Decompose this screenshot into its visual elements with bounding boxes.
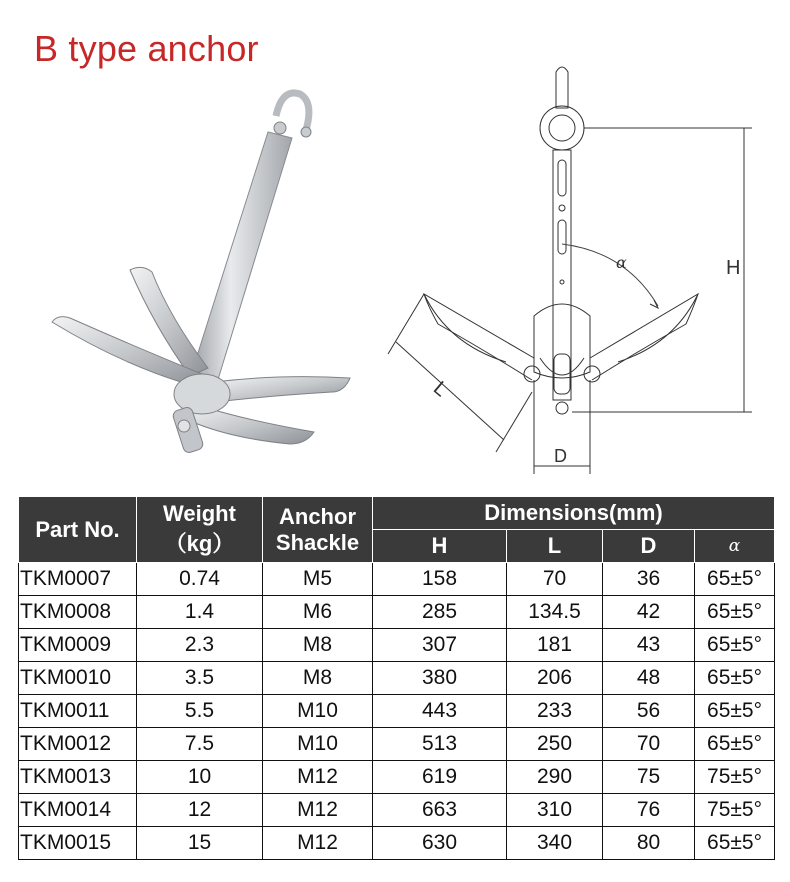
anchor-technical-drawing <box>372 62 772 482</box>
h-cell: 380 <box>373 662 507 695</box>
shackle-cell: M8 <box>263 629 373 662</box>
part-number-cell: TKM0011 <box>19 695 137 728</box>
table-row <box>19 794 775 827</box>
h-cell: 619 <box>373 761 507 794</box>
weight-cell: 5.5 <box>137 695 263 728</box>
weight-cell: 2.3 <box>137 629 263 662</box>
weight-cell: 10 <box>137 761 263 794</box>
h-cell: 630 <box>373 827 507 860</box>
h-cell: 285 <box>373 596 507 629</box>
anchor-photo <box>44 86 374 466</box>
part-number-cell: TKM0012 <box>19 728 137 761</box>
shackle-cell: M12 <box>263 827 373 860</box>
d-dimension-label: D <box>554 446 567 466</box>
l-cell: 250 <box>507 728 603 761</box>
shackle-cell: M10 <box>263 728 373 761</box>
weight-cell: 0.74 <box>137 563 263 596</box>
table-row <box>19 827 775 860</box>
d-cell: 70 <box>603 728 695 761</box>
part-number-cell: TKM0007 <box>19 563 137 596</box>
alpha-cell: 65±5° <box>695 827 775 860</box>
weight-cell: 1.4 <box>137 596 263 629</box>
d-cell: 56 <box>603 695 695 728</box>
alpha-cell: 75±5° <box>695 761 775 794</box>
table-row <box>19 662 775 695</box>
l-cell: 233 <box>507 695 603 728</box>
l-cell: 206 <box>507 662 603 695</box>
d-cell: 80 <box>603 827 695 860</box>
specification-table <box>18 496 775 860</box>
alpha-cell: 65±5° <box>695 662 775 695</box>
l-cell: 134.5 <box>507 596 603 629</box>
alpha-angle-label: α <box>616 253 627 272</box>
l-header: L <box>507 530 603 563</box>
table-row <box>19 596 775 629</box>
d-cell: 42 <box>603 596 695 629</box>
weight-unit-label: （kg） <box>164 531 235 556</box>
shackle-cell: M10 <box>263 695 373 728</box>
part-number-cell: TKM0010 <box>19 662 137 695</box>
weight-header-label: Weight <box>163 501 236 526</box>
shackle-cell: M5 <box>263 563 373 596</box>
weight-cell: 7.5 <box>137 728 263 761</box>
h-header: H <box>373 530 507 563</box>
shackle-header-label: Shackle <box>275 529 360 555</box>
l-cell: 310 <box>507 794 603 827</box>
anchor-header-label: Anchor <box>279 503 356 529</box>
weight-header <box>137 497 263 563</box>
table-row <box>19 761 775 794</box>
anchor-shackle-header <box>263 497 373 563</box>
table-row <box>19 728 775 761</box>
alpha-cell: 65±5° <box>695 695 775 728</box>
weight-cell: 12 <box>137 794 263 827</box>
d-cell: 36 <box>603 563 695 596</box>
d-cell: 48 <box>603 662 695 695</box>
l-cell: 340 <box>507 827 603 860</box>
h-cell: 663 <box>373 794 507 827</box>
h-cell: 513 <box>373 728 507 761</box>
part-number-cell: TKM0009 <box>19 629 137 662</box>
alpha-cell: 75±5° <box>695 794 775 827</box>
l-cell: 70 <box>507 563 603 596</box>
alpha-cell: 65±5° <box>695 596 775 629</box>
part-no-header: Part No. <box>19 497 137 563</box>
h-cell: 307 <box>373 629 507 662</box>
h-cell: 443 <box>373 695 507 728</box>
h-cell: 158 <box>373 563 507 596</box>
d-header: D <box>603 530 695 563</box>
shackle-cell: M6 <box>263 596 373 629</box>
l-cell: 181 <box>507 629 603 662</box>
h-dimension-label: H <box>726 257 741 279</box>
l-cell: 290 <box>507 761 603 794</box>
shackle-cell: M12 <box>263 794 373 827</box>
header-row <box>19 497 775 530</box>
shackle-cell: M12 <box>263 761 373 794</box>
alpha-cell: 65±5° <box>695 563 775 596</box>
d-cell: 76 <box>603 794 695 827</box>
alpha-cell: 65±5° <box>695 629 775 662</box>
l-dimension-label: L <box>429 377 452 402</box>
d-cell: 75 <box>603 761 695 794</box>
table-row <box>19 563 775 596</box>
d-cell: 43 <box>603 629 695 662</box>
dimensions-header: Dimensions(mm) <box>373 497 775 530</box>
part-number-cell: TKM0015 <box>19 827 137 860</box>
page-title: B type anchor <box>34 28 259 69</box>
part-number-cell: TKM0014 <box>19 794 137 827</box>
table-row <box>19 695 775 728</box>
part-number-cell: TKM0013 <box>19 761 137 794</box>
alpha-header: α <box>695 530 775 563</box>
part-number-cell: TKM0008 <box>19 596 137 629</box>
shackle-cell: M8 <box>263 662 373 695</box>
weight-cell: 15 <box>137 827 263 860</box>
table-row <box>19 629 775 662</box>
alpha-cell: 65±5° <box>695 728 775 761</box>
weight-cell: 3.5 <box>137 662 263 695</box>
